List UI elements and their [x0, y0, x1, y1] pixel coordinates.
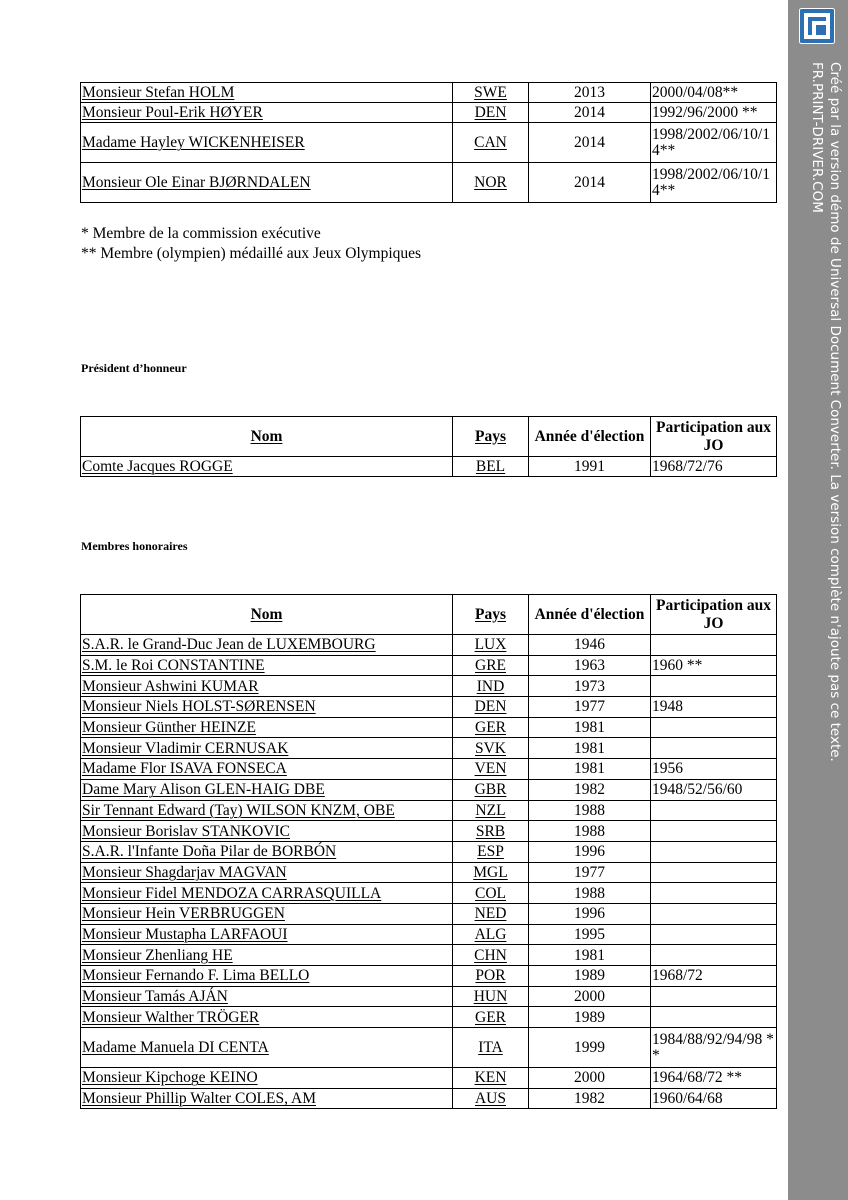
cell-country: ITA — [453, 1028, 529, 1068]
cell-name: Monsieur Stefan HOLM — [81, 83, 453, 103]
cell-country: NOR — [453, 163, 529, 203]
watermark-line-url: FR.PRINT-DRIVER.COM — [809, 62, 825, 213]
table-row — [81, 883, 777, 904]
table-row — [81, 821, 777, 842]
cell-participation: 1998/2002/06/10/14** — [651, 123, 777, 163]
cell-participation — [651, 986, 777, 1007]
table-row — [81, 903, 777, 924]
table-row — [81, 676, 777, 697]
cell-participation: 2000/04/08** — [651, 83, 777, 103]
cell-participation: 1956 — [651, 759, 777, 780]
cell-election-year: 1977 — [529, 697, 651, 718]
cell-name: S.M. le Roi CONSTANTINE — [81, 655, 453, 676]
cell-election-year: 1981 — [529, 738, 651, 759]
cell-election-year: 1977 — [529, 862, 651, 883]
cell-election-year: 1982 — [529, 1088, 651, 1109]
cell-country: KEN — [453, 1068, 529, 1089]
cell-election-year: 1989 — [529, 966, 651, 987]
cell-country: SWE — [453, 83, 529, 103]
table-row — [81, 103, 777, 123]
table-row — [81, 986, 777, 1007]
table-row — [81, 966, 777, 987]
cell-participation: 1960/64/68 — [651, 1088, 777, 1109]
header-country: Pays — [453, 417, 529, 457]
cell-participation: 1948/52/56/60 — [651, 779, 777, 800]
cell-country: COL — [453, 883, 529, 904]
cell-participation: 1948 — [651, 697, 777, 718]
section-title-honorary-president: Président d’honneur — [81, 361, 187, 375]
header-participation: Participation aux JO — [651, 417, 777, 457]
table-header-row — [81, 417, 777, 457]
cell-name: Monsieur Günther HEINZE — [81, 717, 453, 738]
cell-election-year: 2013 — [529, 83, 651, 103]
cell-name: Monsieur Poul-Erik HØYER — [81, 103, 453, 123]
cell-election-year: 1946 — [529, 635, 651, 656]
cell-election-year: 1989 — [529, 1007, 651, 1028]
table-row — [81, 924, 777, 945]
cell-participation: 1960 ** — [651, 655, 777, 676]
cell-election-year: 2000 — [529, 1068, 651, 1089]
table-row — [81, 841, 777, 862]
cell-country: CHN — [453, 945, 529, 966]
cell-election-year: 2014 — [529, 103, 651, 123]
cell-country: ESP — [453, 841, 529, 862]
cell-name: Monsieur Vladimir CERNUSAK — [81, 738, 453, 759]
cell-participation: 1984/88/92/94/98 ** — [651, 1028, 777, 1068]
cell-election-year: 1999 — [529, 1028, 651, 1068]
cell-country: DEN — [453, 103, 529, 123]
table-row — [81, 945, 777, 966]
cell-participation — [651, 738, 777, 759]
cell-participation: 1964/68/72 ** — [651, 1068, 777, 1089]
cell-country: SRB — [453, 821, 529, 842]
cell-name: Monsieur Tamás AJÁN — [81, 986, 453, 1007]
cell-participation — [651, 717, 777, 738]
cell-election-year: 1996 — [529, 841, 651, 862]
table-row — [81, 738, 777, 759]
cell-country: GBR — [453, 779, 529, 800]
cell-election-year: 1981 — [529, 717, 651, 738]
cell-country: CAN — [453, 123, 529, 163]
cell-name: Madame Manuela DI CENTA — [81, 1028, 453, 1068]
cell-participation — [651, 821, 777, 842]
table-row — [81, 800, 777, 821]
table-row — [81, 635, 777, 656]
cell-country: DEN — [453, 697, 529, 718]
table-row — [81, 779, 777, 800]
cell-country: LUX — [453, 635, 529, 656]
cell-country: VEN — [453, 759, 529, 780]
table-header-row — [81, 595, 777, 635]
footnote-executive: * Membre de la commission exécutive — [81, 225, 321, 242]
cell-country: NED — [453, 903, 529, 924]
table-row — [81, 1007, 777, 1028]
cell-name: Monsieur Niels HOLST-SØRENSEN — [81, 697, 453, 718]
table-row — [81, 457, 777, 477]
honorary-president-table — [80, 416, 777, 477]
cell-name: S.A.R. le Grand-Duc Jean de LUXEMBOURG — [81, 635, 453, 656]
table-row — [81, 759, 777, 780]
table-row — [81, 163, 777, 203]
watermark-text — [808, 62, 844, 762]
cell-name: Monsieur Mustapha LARFAOUI — [81, 924, 453, 945]
table-row — [81, 1028, 777, 1068]
cell-election-year: 1996 — [529, 903, 651, 924]
cell-election-year: 2014 — [529, 123, 651, 163]
header-election-year: Année d'élection — [529, 417, 651, 457]
cell-participation — [651, 862, 777, 883]
cell-election-year: 1981 — [529, 759, 651, 780]
cell-election-year: 1988 — [529, 821, 651, 842]
cell-election-year: 2014 — [529, 163, 651, 203]
cell-name: Monsieur Shagdarjav MAGVAN — [81, 862, 453, 883]
cell-participation — [651, 903, 777, 924]
cell-election-year: 1995 — [529, 924, 651, 945]
cell-country: BEL — [453, 457, 529, 477]
cell-participation: 1998/2002/06/10/14** — [651, 163, 777, 203]
cell-name: Monsieur Hein VERBRUGGEN — [81, 903, 453, 924]
cell-participation: 1992/96/2000 ** — [651, 103, 777, 123]
cell-name: Monsieur Ashwini KUMAR — [81, 676, 453, 697]
table-row — [81, 697, 777, 718]
cell-election-year: 2000 — [529, 986, 651, 1007]
cell-name: Comte Jacques ROGGE — [81, 457, 453, 477]
cell-country: AUS — [453, 1088, 529, 1109]
cell-participation — [651, 945, 777, 966]
cell-election-year: 1988 — [529, 800, 651, 821]
cell-name: Madame Flor ISAVA FONSECA — [81, 759, 453, 780]
table-row — [81, 1088, 777, 1109]
cell-country: HUN — [453, 986, 529, 1007]
table-row — [81, 1068, 777, 1089]
header-participation: Participation aux JO — [651, 595, 777, 635]
section-title-honorary-members: Membres honoraires — [81, 539, 188, 553]
table-row — [81, 655, 777, 676]
cell-country: GER — [453, 1007, 529, 1028]
cell-country: SVK — [453, 738, 529, 759]
header-country: Pays — [453, 595, 529, 635]
cell-participation — [651, 800, 777, 821]
cell-election-year: 1991 — [529, 457, 651, 477]
cell-election-year: 1988 — [529, 883, 651, 904]
cell-name: Monsieur Phillip Walter COLES, AM — [81, 1088, 453, 1109]
header-name: Nom — [81, 417, 453, 457]
cell-country: POR — [453, 966, 529, 987]
cell-country: NZL — [453, 800, 529, 821]
cell-name: Monsieur Borislav STANKOVIC — [81, 821, 453, 842]
cell-participation — [651, 883, 777, 904]
cell-participation — [651, 924, 777, 945]
cell-name: Monsieur Zhenliang HE — [81, 945, 453, 966]
table-row — [81, 862, 777, 883]
cell-election-year: 1981 — [529, 945, 651, 966]
footnote-medalist: ** Membre (olympien) médaillé aux Jeux Olympiques — [81, 245, 422, 262]
honorary-members-table — [80, 594, 777, 1109]
cell-country: ALG — [453, 924, 529, 945]
document-converter-logo-icon — [799, 8, 835, 44]
cell-name: S.A.R. l'Infante Doña Pilar de BORBÓN — [81, 841, 453, 862]
cell-participation — [651, 1007, 777, 1028]
header-election-year: Année d'élection — [529, 595, 651, 635]
cell-country: MGL — [453, 862, 529, 883]
cell-participation — [651, 841, 777, 862]
cell-name: Monsieur Fidel MENDOZA CARRASQUILLA — [81, 883, 453, 904]
cell-country: GER — [453, 717, 529, 738]
cell-name: Sir Tennant Edward (Tay) WILSON KNZM, OBE — [81, 800, 453, 821]
table-row — [81, 123, 777, 163]
table-row — [81, 83, 777, 103]
cell-participation — [651, 676, 777, 697]
cell-country: IND — [453, 676, 529, 697]
cell-participation: 1968/72 — [651, 966, 777, 987]
cell-participation — [651, 635, 777, 656]
cell-participation: 1968/72/76 — [651, 457, 777, 477]
cell-election-year: 1973 — [529, 676, 651, 697]
members-table-continued — [80, 82, 777, 203]
cell-name: Dame Mary Alison GLEN-HAIG DBE — [81, 779, 453, 800]
cell-name: Monsieur Kipchoge KEINO — [81, 1068, 453, 1089]
header-name: Nom — [81, 595, 453, 635]
cell-election-year: 1982 — [529, 779, 651, 800]
cell-name: Madame Hayley WICKENHEISER — [81, 123, 453, 163]
cell-election-year: 1963 — [529, 655, 651, 676]
cell-name: Monsieur Fernando F. Lima BELLO — [81, 966, 453, 987]
cell-name: Monsieur Walther TRÖGER — [81, 1007, 453, 1028]
watermark-line-notice: Créé par la version démo de Universal Document Converter. La version complète n'ajoute pas ce texte. — [827, 62, 843, 762]
table-row — [81, 717, 777, 738]
cell-country: GRE — [453, 655, 529, 676]
cell-name: Monsieur Ole Einar BJØRNDALEN — [81, 163, 453, 203]
